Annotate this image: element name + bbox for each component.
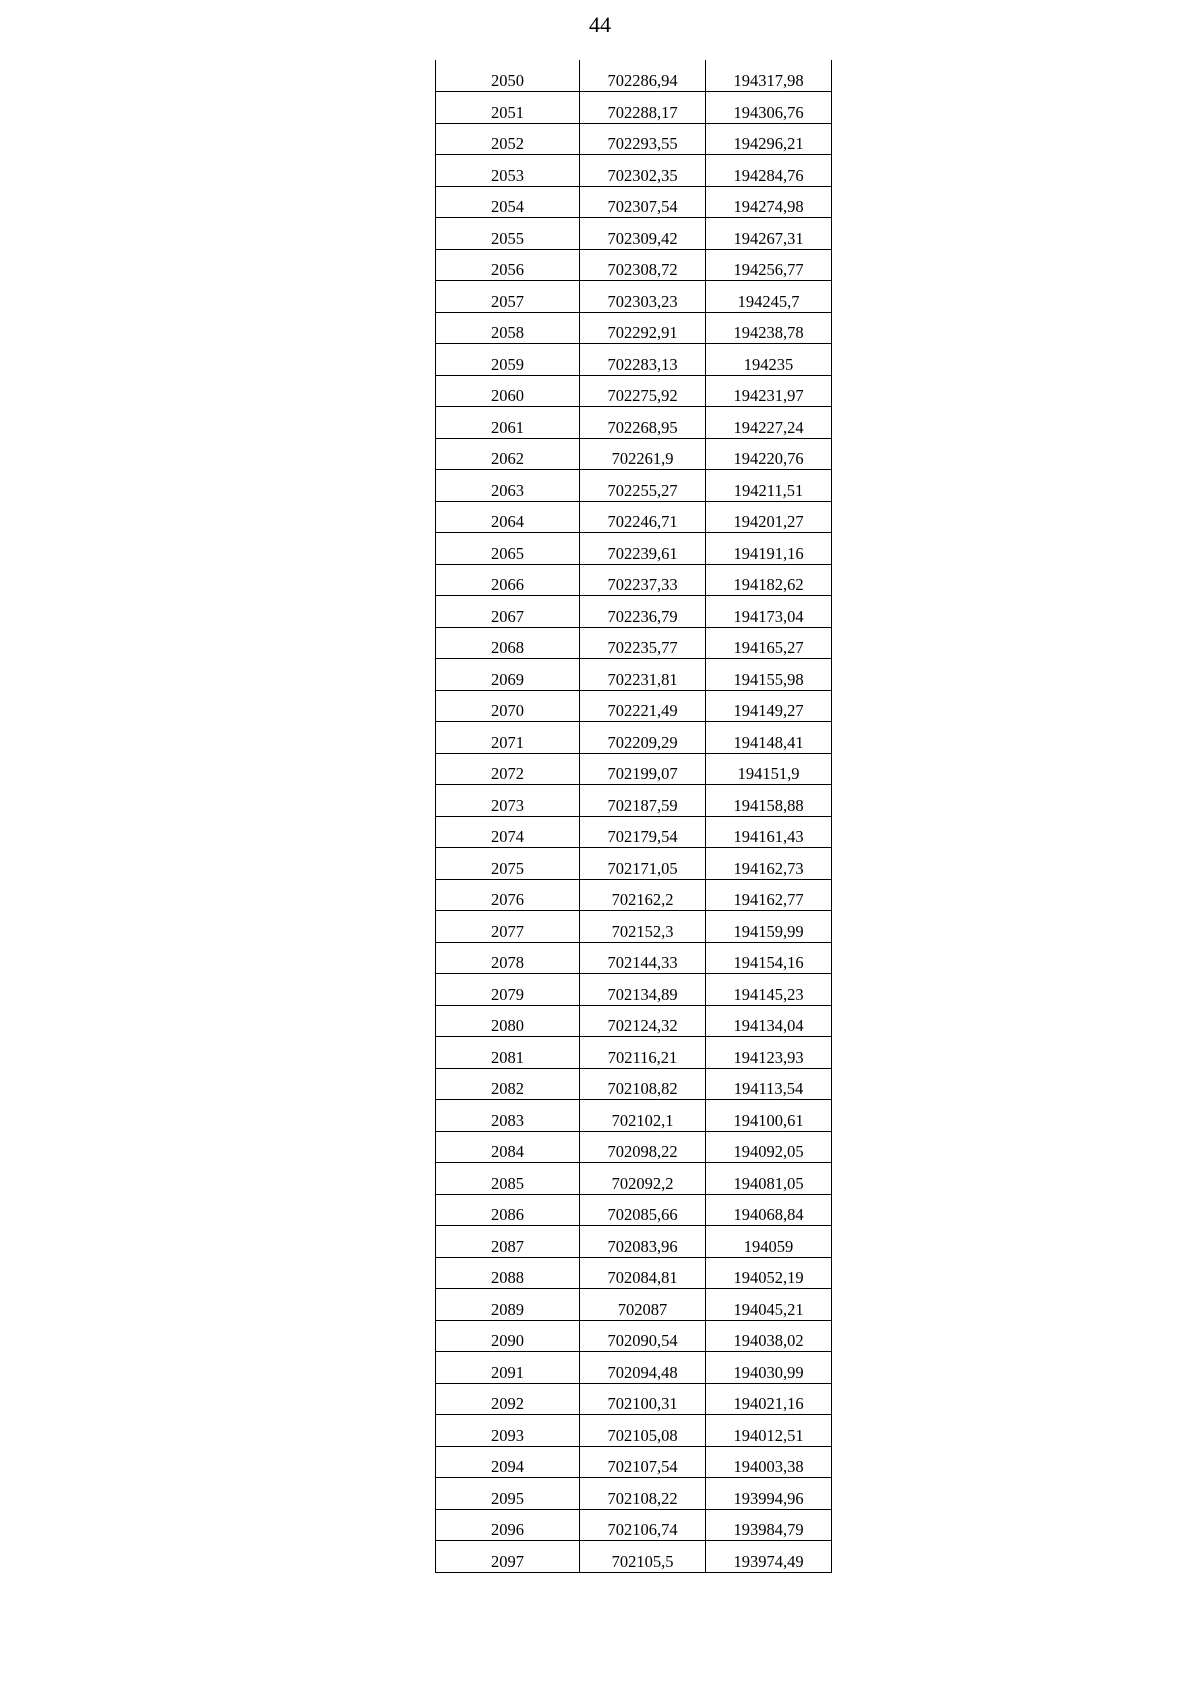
point-number-cell: 2057 [436, 281, 580, 313]
table-row [436, 1509, 832, 1541]
point-number-cell: 2072 [436, 753, 580, 785]
x-coordinate-cell: 702083,96 [580, 1226, 706, 1258]
y-coordinate-cell: 194162,73 [706, 848, 832, 880]
table-row [436, 753, 832, 785]
table-row [436, 911, 832, 943]
point-number-cell: 2056 [436, 249, 580, 281]
table-row [436, 281, 832, 313]
y-coordinate-cell: 194235 [706, 344, 832, 376]
point-number-cell: 2063 [436, 470, 580, 502]
x-coordinate-cell: 702092,2 [580, 1163, 706, 1195]
y-coordinate-cell: 194030,99 [706, 1352, 832, 1384]
x-coordinate-cell: 702124,32 [580, 1005, 706, 1037]
point-number-cell: 2092 [436, 1383, 580, 1415]
table-row [436, 1163, 832, 1195]
y-coordinate-cell: 194284,76 [706, 155, 832, 187]
y-coordinate-cell: 194267,31 [706, 218, 832, 250]
y-coordinate-cell: 194151,9 [706, 753, 832, 785]
x-coordinate-cell: 702084,81 [580, 1257, 706, 1289]
table-row [436, 249, 832, 281]
x-coordinate-cell: 702235,77 [580, 627, 706, 659]
point-number-cell: 2089 [436, 1289, 580, 1321]
x-coordinate-cell: 702286,94 [580, 60, 706, 92]
y-coordinate-cell: 194100,61 [706, 1100, 832, 1132]
y-coordinate-cell: 194274,98 [706, 186, 832, 218]
point-number-cell: 2069 [436, 659, 580, 691]
x-coordinate-cell: 702090,54 [580, 1320, 706, 1352]
table-row [436, 1478, 832, 1510]
y-coordinate-cell: 194154,16 [706, 942, 832, 974]
table-row [436, 879, 832, 911]
point-number-cell: 2082 [436, 1068, 580, 1100]
x-coordinate-cell: 702221,49 [580, 690, 706, 722]
point-number-cell: 2055 [436, 218, 580, 250]
table-row [436, 627, 832, 659]
x-coordinate-cell: 702134,89 [580, 974, 706, 1006]
table-row [436, 92, 832, 124]
y-coordinate-cell: 194123,93 [706, 1037, 832, 1069]
point-number-cell: 2058 [436, 312, 580, 344]
table-row [436, 1320, 832, 1352]
y-coordinate-cell: 194012,51 [706, 1415, 832, 1447]
y-coordinate-cell: 193984,79 [706, 1509, 832, 1541]
table-row [436, 407, 832, 439]
x-coordinate-cell: 702293,55 [580, 123, 706, 155]
point-number-cell: 2073 [436, 785, 580, 817]
point-number-cell: 2061 [436, 407, 580, 439]
point-number-cell: 2052 [436, 123, 580, 155]
y-coordinate-cell: 194220,76 [706, 438, 832, 470]
x-coordinate-cell: 702102,1 [580, 1100, 706, 1132]
table-row [436, 1541, 832, 1573]
x-coordinate-cell: 702255,27 [580, 470, 706, 502]
coordinates-table-body [436, 60, 832, 1572]
y-coordinate-cell: 194211,51 [706, 470, 832, 502]
point-number-cell: 2088 [436, 1257, 580, 1289]
y-coordinate-cell: 193974,49 [706, 1541, 832, 1573]
table-row [436, 1415, 832, 1447]
point-number-cell: 2067 [436, 596, 580, 628]
point-number-cell: 2060 [436, 375, 580, 407]
x-coordinate-cell: 702098,22 [580, 1131, 706, 1163]
x-coordinate-cell: 702239,61 [580, 533, 706, 565]
table-row [436, 848, 832, 880]
table-row [436, 470, 832, 502]
table-row [436, 1446, 832, 1478]
x-coordinate-cell: 702105,08 [580, 1415, 706, 1447]
x-coordinate-cell: 702087 [580, 1289, 706, 1321]
point-number-cell: 2075 [436, 848, 580, 880]
x-coordinate-cell: 702152,3 [580, 911, 706, 943]
x-coordinate-cell: 702302,35 [580, 155, 706, 187]
y-coordinate-cell: 194155,98 [706, 659, 832, 691]
table-row [436, 785, 832, 817]
y-coordinate-cell: 194134,04 [706, 1005, 832, 1037]
x-coordinate-cell: 702107,54 [580, 1446, 706, 1478]
x-coordinate-cell: 702283,13 [580, 344, 706, 376]
x-coordinate-cell: 702246,71 [580, 501, 706, 533]
x-coordinate-cell: 702171,05 [580, 848, 706, 880]
x-coordinate-cell: 702144,33 [580, 942, 706, 974]
table-row [436, 1005, 832, 1037]
point-number-cell: 2093 [436, 1415, 580, 1447]
table-row [436, 974, 832, 1006]
table-row [436, 1257, 832, 1289]
table-row [436, 1194, 832, 1226]
y-coordinate-cell: 194059 [706, 1226, 832, 1258]
point-number-cell: 2080 [436, 1005, 580, 1037]
x-coordinate-cell: 702209,29 [580, 722, 706, 754]
x-coordinate-cell: 702179,54 [580, 816, 706, 848]
point-number-cell: 2094 [436, 1446, 580, 1478]
table-row [436, 1289, 832, 1321]
table-row [436, 1037, 832, 1069]
point-number-cell: 2054 [436, 186, 580, 218]
y-coordinate-cell: 194092,05 [706, 1131, 832, 1163]
point-number-cell: 2090 [436, 1320, 580, 1352]
y-coordinate-cell: 194162,77 [706, 879, 832, 911]
x-coordinate-cell: 702116,21 [580, 1037, 706, 1069]
y-coordinate-cell: 194068,84 [706, 1194, 832, 1226]
table-row [436, 722, 832, 754]
point-number-cell: 2096 [436, 1509, 580, 1541]
point-number-cell: 2085 [436, 1163, 580, 1195]
y-coordinate-cell: 194003,38 [706, 1446, 832, 1478]
point-number-cell: 2079 [436, 974, 580, 1006]
table-row [436, 816, 832, 848]
table-row [436, 60, 832, 92]
table-row [436, 1383, 832, 1415]
point-number-cell: 2059 [436, 344, 580, 376]
y-coordinate-cell: 194317,98 [706, 60, 832, 92]
x-coordinate-cell: 702231,81 [580, 659, 706, 691]
table-row [436, 438, 832, 470]
y-coordinate-cell: 194159,99 [706, 911, 832, 943]
point-number-cell: 2050 [436, 60, 580, 92]
table-row [436, 564, 832, 596]
y-coordinate-cell: 194158,88 [706, 785, 832, 817]
table-row [436, 501, 832, 533]
table-row [436, 186, 832, 218]
y-coordinate-cell: 194306,76 [706, 92, 832, 124]
point-number-cell: 2065 [436, 533, 580, 565]
y-coordinate-cell: 194182,62 [706, 564, 832, 596]
table-row [436, 155, 832, 187]
x-coordinate-cell: 702308,72 [580, 249, 706, 281]
x-coordinate-cell: 702288,17 [580, 92, 706, 124]
coordinates-table [435, 60, 832, 1573]
y-coordinate-cell: 194296,21 [706, 123, 832, 155]
point-number-cell: 2095 [436, 1478, 580, 1510]
point-number-cell: 2084 [436, 1131, 580, 1163]
table-row [436, 1100, 832, 1132]
point-number-cell: 2097 [436, 1541, 580, 1573]
point-number-cell: 2091 [436, 1352, 580, 1384]
point-number-cell: 2066 [436, 564, 580, 596]
x-coordinate-cell: 702275,92 [580, 375, 706, 407]
y-coordinate-cell: 194081,05 [706, 1163, 832, 1195]
x-coordinate-cell: 702108,22 [580, 1478, 706, 1510]
table-row [436, 942, 832, 974]
y-coordinate-cell: 194113,54 [706, 1068, 832, 1100]
table-row [436, 659, 832, 691]
y-coordinate-cell: 194145,23 [706, 974, 832, 1006]
x-coordinate-cell: 702162,2 [580, 879, 706, 911]
y-coordinate-cell: 194149,27 [706, 690, 832, 722]
y-coordinate-cell: 194161,43 [706, 816, 832, 848]
y-coordinate-cell: 193994,96 [706, 1478, 832, 1510]
table-row [436, 123, 832, 155]
y-coordinate-cell: 194201,27 [706, 501, 832, 533]
table-row [436, 533, 832, 565]
x-coordinate-cell: 702094,48 [580, 1352, 706, 1384]
y-coordinate-cell: 194191,16 [706, 533, 832, 565]
x-coordinate-cell: 702187,59 [580, 785, 706, 817]
point-number-cell: 2071 [436, 722, 580, 754]
x-coordinate-cell: 702292,91 [580, 312, 706, 344]
x-coordinate-cell: 702237,33 [580, 564, 706, 596]
point-number-cell: 2086 [436, 1194, 580, 1226]
x-coordinate-cell: 702106,74 [580, 1509, 706, 1541]
x-coordinate-cell: 702085,66 [580, 1194, 706, 1226]
table-row [436, 596, 832, 628]
x-coordinate-cell: 702236,79 [580, 596, 706, 628]
point-number-cell: 2077 [436, 911, 580, 943]
y-coordinate-cell: 194038,02 [706, 1320, 832, 1352]
point-number-cell: 2074 [436, 816, 580, 848]
table-row [436, 218, 832, 250]
table-row [436, 344, 832, 376]
x-coordinate-cell: 702261,9 [580, 438, 706, 470]
page-number: 44 [589, 12, 611, 37]
x-coordinate-cell: 702303,23 [580, 281, 706, 313]
y-coordinate-cell: 194256,77 [706, 249, 832, 281]
point-number-cell: 2053 [436, 155, 580, 187]
table-row [436, 1068, 832, 1100]
table-row [436, 312, 832, 344]
x-coordinate-cell: 702199,07 [580, 753, 706, 785]
y-coordinate-cell: 194148,41 [706, 722, 832, 754]
y-coordinate-cell: 194173,04 [706, 596, 832, 628]
x-coordinate-cell: 702108,82 [580, 1068, 706, 1100]
point-number-cell: 2062 [436, 438, 580, 470]
point-number-cell: 2051 [436, 92, 580, 124]
table-row [436, 690, 832, 722]
x-coordinate-cell: 702105,5 [580, 1541, 706, 1573]
y-coordinate-cell: 194052,19 [706, 1257, 832, 1289]
y-coordinate-cell: 194238,78 [706, 312, 832, 344]
y-coordinate-cell: 194165,27 [706, 627, 832, 659]
y-coordinate-cell: 194231,97 [706, 375, 832, 407]
y-coordinate-cell: 194021,16 [706, 1383, 832, 1415]
x-coordinate-cell: 702100,31 [580, 1383, 706, 1415]
x-coordinate-cell: 702309,42 [580, 218, 706, 250]
point-number-cell: 2078 [436, 942, 580, 974]
point-number-cell: 2081 [436, 1037, 580, 1069]
point-number-cell: 2068 [436, 627, 580, 659]
point-number-cell: 2064 [436, 501, 580, 533]
point-number-cell: 2083 [436, 1100, 580, 1132]
y-coordinate-cell: 194045,21 [706, 1289, 832, 1321]
y-coordinate-cell: 194245,7 [706, 281, 832, 313]
y-coordinate-cell: 194227,24 [706, 407, 832, 439]
point-number-cell: 2076 [436, 879, 580, 911]
point-number-cell: 2070 [436, 690, 580, 722]
x-coordinate-cell: 702307,54 [580, 186, 706, 218]
table-row [436, 1131, 832, 1163]
point-number-cell: 2087 [436, 1226, 580, 1258]
table-row [436, 1352, 832, 1384]
table-row [436, 375, 832, 407]
table-row [436, 1226, 832, 1258]
x-coordinate-cell: 702268,95 [580, 407, 706, 439]
